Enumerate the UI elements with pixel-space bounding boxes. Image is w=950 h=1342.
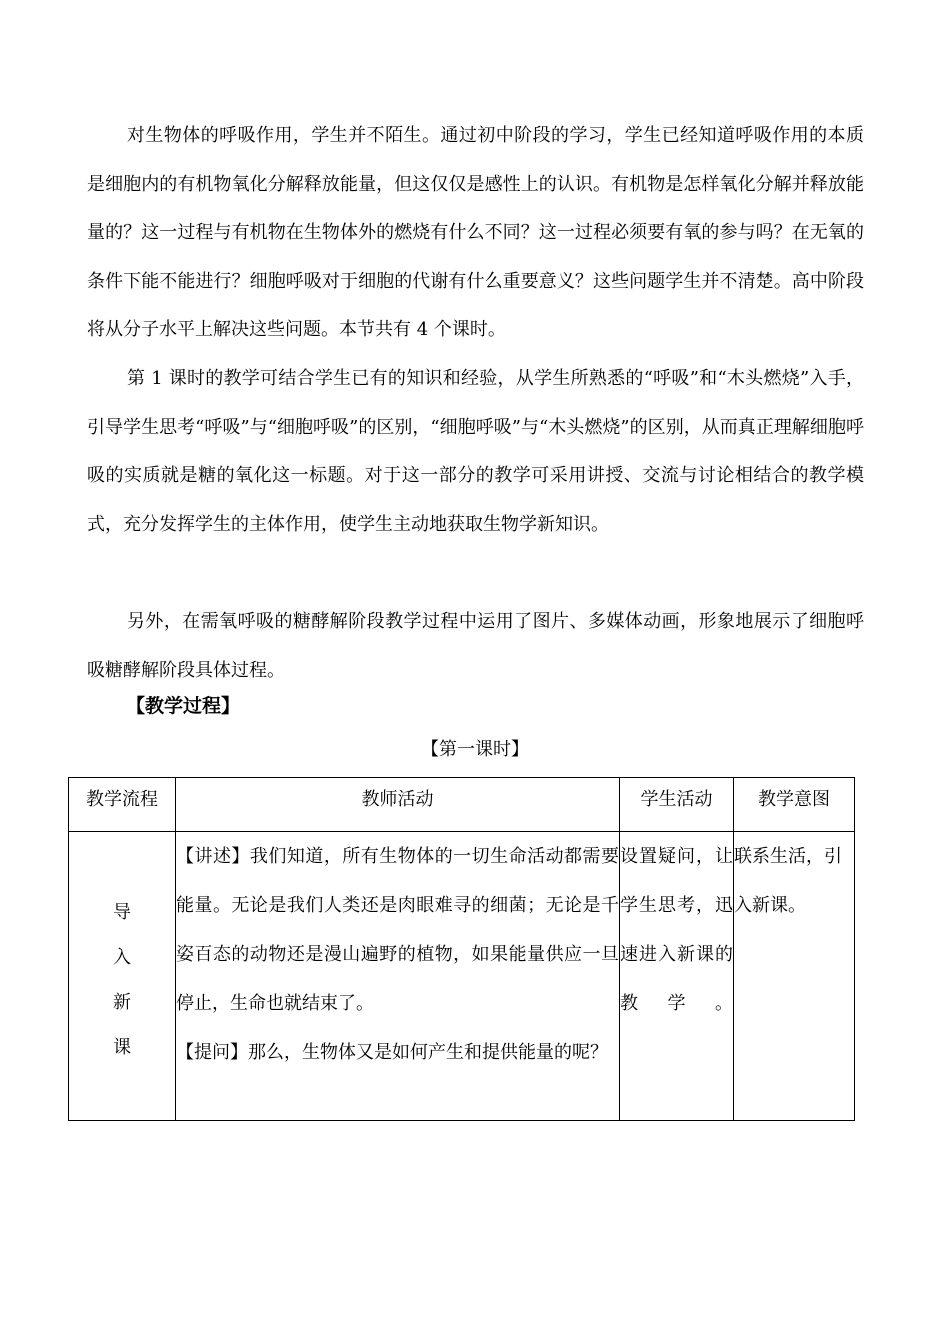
table-row bbox=[69, 832, 855, 1121]
header-teacher-activity: 教师活动 bbox=[176, 778, 620, 832]
intro-paragraph-2: 第 1 课时的教学可结合学生已有的知识和经验，从学生所熟悉的“呼吸”和“木头燃烧”入手，引导学生思考“呼吸”与“细胞呼吸”的区别，“细胞呼吸”与“木头燃烧”的区别，从而真正理解细胞呼吸的实质就是糖的氧化这一标题。对于这一部分的教学可采用讲授、交流与讨论相结合的教学模式，充分发挥学生的主体作用，使学生主动地获取生物学新知识。 bbox=[87, 368, 864, 535]
section-heading: 【教学过程】 bbox=[126, 695, 241, 717]
flow-char: 导 bbox=[113, 902, 131, 923]
teaching-process-table bbox=[68, 777, 855, 1121]
lesson-heading: 【第一课时】 bbox=[421, 739, 529, 760]
teacher-narration: 【讲述】我们知道，所有生物体的一切生命活动都需要能量。无论是我们人类还是肉眼难寻的细菌；无论是千姿百态的动物还是漫山遍野的植物，如果能量供应一旦停止，生命也就结束了。 bbox=[176, 846, 619, 1014]
intro-paragraph-3: 另外，在需氧呼吸的糖酵解阶段教学过程中运用了图片、多媒体动画，形象地展示了细胞呼吸糖酵解阶段具体过程。 bbox=[87, 611, 864, 681]
header-flow: 教学流程 bbox=[69, 778, 176, 832]
cell-teaching-intent: 联系生活，引入新课。 bbox=[734, 832, 855, 1121]
flow-char: 入 bbox=[113, 947, 131, 968]
cell-teacher-activity bbox=[176, 832, 620, 1121]
cell-flow bbox=[69, 832, 176, 1121]
header-teaching-intent: 教学意图 bbox=[734, 778, 855, 832]
intro-paragraph-1: 对生物体的呼吸作用，学生并不陌生。通过初中阶段的学习，学生已经知道呼吸作用的本质是细胞内的有机物氧化分解释放能量，但这仅仅是感性上的认识。有机物是怎样氧化分解并释放能量的？这一过程与有机物在生物体外的燃烧有什么不同？这一过程必须要有氧的参与吗？在无氧的条件下能不能进行？细胞呼吸对于细胞的代谢有什么重要意义？这些问题学生并不清楚。高中阶段将从分子水平上解决这些问题。本节共有 4 个课时。 bbox=[87, 125, 864, 341]
flow-char: 新 bbox=[113, 992, 131, 1013]
cell-student-activity: 设置疑问，让学生思考，迅速进入新课的教学。 bbox=[620, 832, 734, 1121]
table-header-row bbox=[69, 778, 855, 832]
flow-char: 课 bbox=[113, 1037, 131, 1058]
header-student-activity: 学生活动 bbox=[620, 778, 734, 832]
teacher-question: 【提问】那么，生物体又是如何产生和提供能量的呢？ bbox=[176, 1042, 608, 1063]
